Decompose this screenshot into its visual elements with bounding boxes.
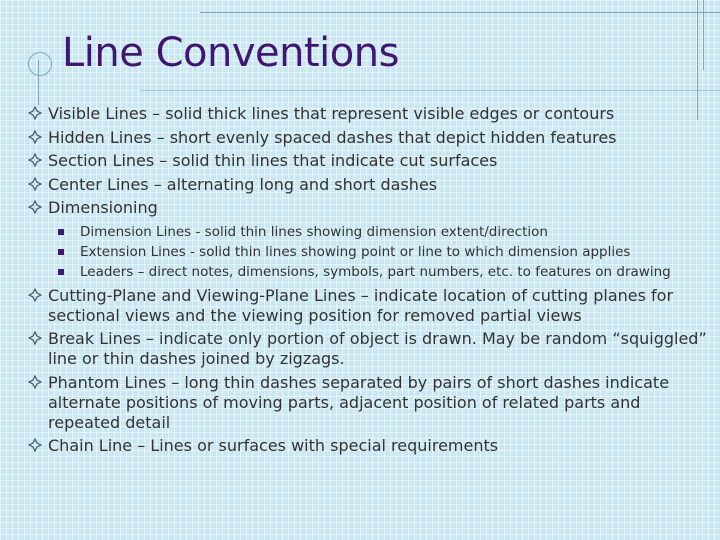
diamond-bullet-icon <box>28 331 42 345</box>
decorative-line <box>697 0 698 120</box>
slide-content <box>28 104 708 460</box>
sub-item-extension-lines <box>28 242 708 262</box>
diamond-bullet-icon <box>28 130 42 144</box>
sub-item-dimension-lines <box>28 222 708 242</box>
decorative-line <box>38 60 39 105</box>
bullet-item-phantom-lines <box>28 373 708 433</box>
bullet-text: Chain Line – Lines or surfaces with special requirements <box>48 436 499 455</box>
decorative-circle <box>28 52 52 76</box>
diamond-bullet-icon <box>28 288 42 302</box>
diamond-bullet-icon <box>28 438 42 452</box>
bullet-text: Section Lines – solid thin lines that indicate cut surfaces <box>48 151 498 170</box>
square-bullet-icon <box>58 249 64 255</box>
bullet-text: Break Lines – indicate only portion of object is drawn. May be random “squiggled” line or thin dashes joined by zigzags. <box>48 329 707 368</box>
bullet-item-dimensioning <box>28 198 708 218</box>
dimensioning-sublist <box>28 222 708 282</box>
bullet-text: Visible Lines – solid thick lines that represent visible edges or contours <box>48 104 615 123</box>
bullet-text: Phantom Lines – long thin dashes separated by pairs of short dashes indicate alternate positions of moving parts, adjacent position of related parts and repeated detail <box>48 372 670 432</box>
slide-title: Line Conventions <box>62 30 399 76</box>
bullet-item-cutting-plane <box>28 286 708 326</box>
sub-item-text: Dimension Lines - solid thin lines showing dimension extent/direction <box>80 223 548 240</box>
sub-item-text: Leaders – direct notes, dimensions, symbols, part numbers, etc. to features on drawing <box>80 263 671 280</box>
bullet-item-visible-lines <box>28 104 708 124</box>
bullet-text: Cutting-Plane and Viewing-Plane Lines – indicate location of cutting planes for sectional views and the viewing position for removed partial views <box>48 285 674 325</box>
diamond-bullet-icon <box>28 200 42 214</box>
decorative-line <box>703 0 704 70</box>
bullet-item-section-lines <box>28 151 708 171</box>
bullet-item-break-lines <box>28 329 708 369</box>
bullet-item-chain-line <box>28 436 708 456</box>
square-bullet-icon <box>58 229 64 235</box>
diamond-bullet-icon <box>28 375 42 389</box>
bullet-text: Hidden Lines – short evenly spaced dashes that depict hidden features <box>48 127 617 147</box>
decorative-line <box>200 12 720 13</box>
bullet-text: Dimensioning <box>48 198 158 217</box>
square-bullet-icon <box>58 269 64 275</box>
sub-item-leaders <box>28 262 708 282</box>
bullet-item-hidden-lines <box>28 128 708 148</box>
decorative-line <box>140 90 720 91</box>
sub-item-text: Extension Lines - solid thin lines showing point or line to which dimension applies <box>80 243 631 260</box>
bullet-text: Center Lines – alternating long and short dashes <box>48 174 438 194</box>
bullet-item-center-lines <box>28 175 708 195</box>
diamond-bullet-icon <box>28 106 42 120</box>
diamond-bullet-icon <box>28 153 42 167</box>
diamond-bullet-icon <box>28 177 42 191</box>
